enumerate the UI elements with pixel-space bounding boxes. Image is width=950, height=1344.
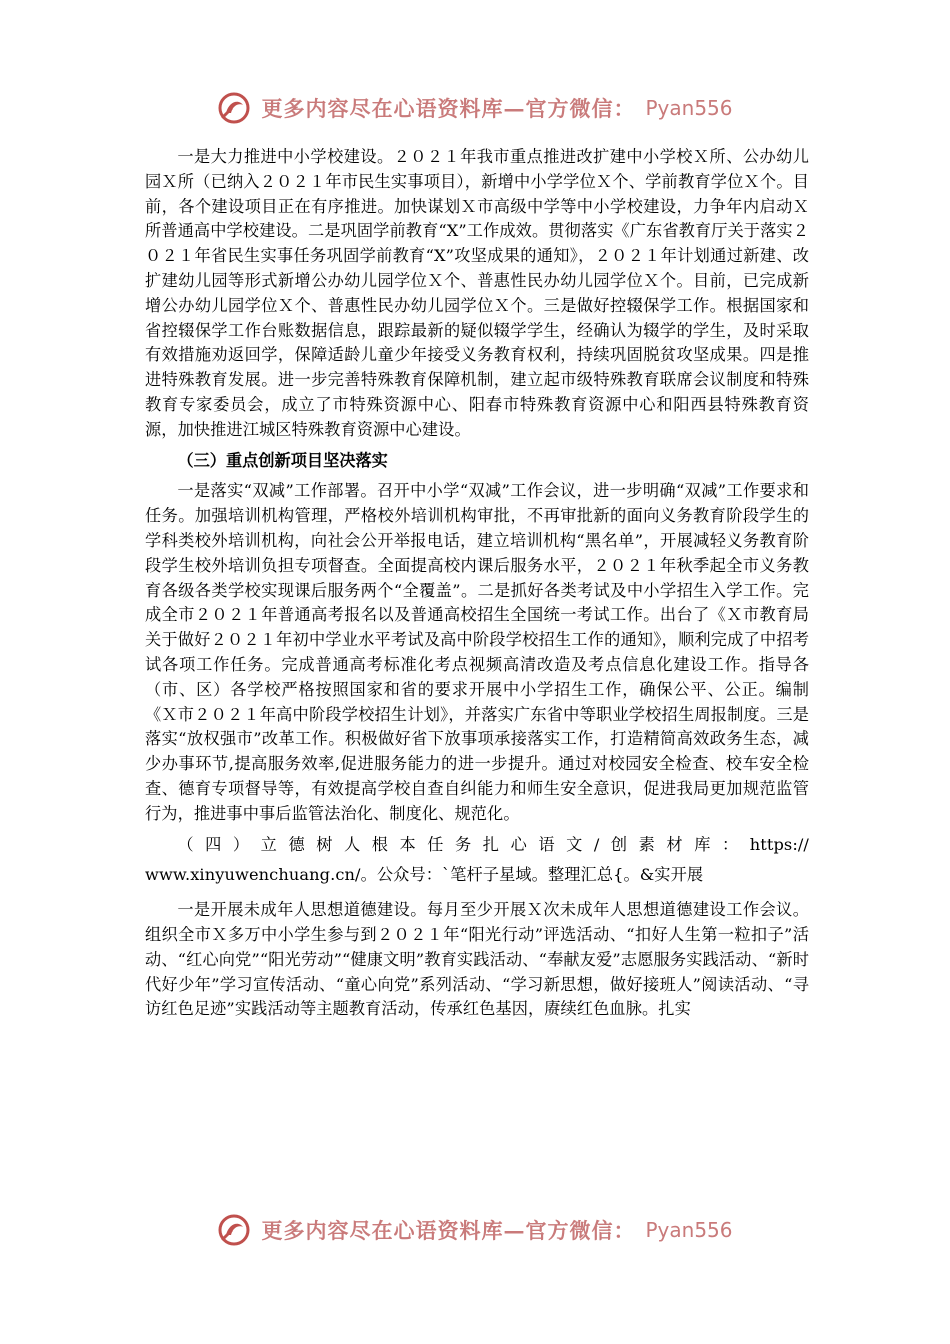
paragraph-2: 一是落实“双减”工作部署。召开中小学“双减”工作会议，进一步明确“双减”工作要求和任务。加强培训机构管理，严格校外培训机构审批，不再审批新的面向义务教育阶段学生的学科类校外培训机构，向社会公开举报电话，建立培训机构“黑名单”，开展减轻义务教育阶段学生校外培训负担专项督查。全面提高校内课后服务水平，２０２１年秋季起全市义务教育各级各类学校实现课后服务两个“全覆盖”。二是抓好各类考试及中小学招生入学工作。完成全市２０２１年普通高考报名以及普通高校招生全国统一考试工作。出台了《Ｘ市教育局关于做好２０２１年初中学业水平考试及高中阶段学校招生工作的通知》，顺利完成了中招考试各项工作任务。完成普通高考标准化考点视频高清改造及考点信息化建设工作。指导各（市、区）各学校严格按照国家和省的要求开展中小学招生工作，确保公平、公正。编制《Ｘ市２０２１年高中阶段学校招生计划》，并落实广东省中等职业学校招生周报制度。三是落实“放权强市”改革工作。积极做好省下放事项承接落实工作，打造精简高效政务生态，减少办事环节,提高服务效率,促进服务能力的进一步提升。通过对校园安全检查、校车安全检查、德育专项督导等，有效提高学校自查自纠能力和师生安全意识，促进我局更加规范监管行为，推进事中事后监管法治化、制度化、规范化。 [145, 481, 809, 823]
red-swirl-logo-icon [217, 1213, 251, 1247]
red-swirl-logo-icon [217, 91, 251, 125]
section-heading-4-line-1: （四）立德树人根本任务扎心语文/创素材库：https:// [177, 834, 809, 854]
paragraph-1: 一是大力推进中小学校建设。２０２１年我市重点推进改扩建中小学校Ｘ所、公办幼儿园Ｘ所（已纳入２０２１年市民生实事项目），新增中小学学位Ｘ个、学前教育学位Ｘ个。目前，各个建设项目正在有序推进。加快谋划Ｘ市高级中学等中小学校建设，力争年内启动Ｘ所普通高中学校建设。二是巩固学前教育“X”工作成效。贯彻落实《广东省教育厅关于落实２０２１年省民生实事任务巩固学前教育“X”攻坚成果的通知》，２０２１年计划通过新建、改扩建幼儿园等形式新增公办幼儿园学位Ｘ个、普惠性民办幼儿园学位Ｘ个。目前，已完成新增公办幼儿园学位Ｘ个、普惠性民办幼儿园学位Ｘ个。三是做好控辍保学工作。根据国家和省控辍保学工作台账数据信息，跟踪最新的疑似辍学学生，经确认为辍学的学生，及时采取有效措施劝返回学，保障适龄儿童少年接受义务教育权利，持续巩固脱贫攻坚成果。四是推进特殊教育发展。进一步完善特殊教育保障机制，建立起市级特殊教育联席会议制度和特殊教育专家委员会，成立了市特殊资源中心、阳春市特殊教育资源中心和阳西县特殊教育资源，加快推进江城区特殊教育资源中心建设。 [145, 147, 809, 439]
document-body [145, 145, 809, 1022]
watermark-wechat-id: Pyan556 [645, 1218, 733, 1242]
watermark-wechat-id: Pyan556 [645, 96, 733, 120]
watermark-text: 更多内容尽在心语资料库—官方微信： [261, 96, 636, 121]
watermark-banner-bottom [0, 1208, 950, 1252]
paragraph-3: 一是开展未成年人思想道德建设。每月至少开展Ｘ次未成年人思想道德建设工作会议。组织全市Ｘ多万中小学生参与到２０２１年“阳光行动”评选活动、“扣好人生第一粒扣子”活动、“红心向党”“阳光劳动”“健康文明”教育实践活动、“奉献友爱”志愿服务实践活动、“新时代好少年”学习宣传活动、“童心向党”系列活动、“学习新思想，做好接班人”阅读活动、“寻访红色足迹”实践活动等主题教育活动，传承红色基因，赓续红色血脉。扎实 [145, 900, 809, 1019]
section-heading-3: （三）重点创新项目坚决落实 [177, 450, 388, 470]
watermark-banner-top [0, 86, 950, 130]
watermark-text: 更多内容尽在心语资料库—官方微信： [261, 1218, 636, 1243]
section-heading-4-line-2: www.xinyuwenchuang.cn/。公众号：`笔杆子星域。整理汇总{。&实开展 [145, 865, 704, 885]
